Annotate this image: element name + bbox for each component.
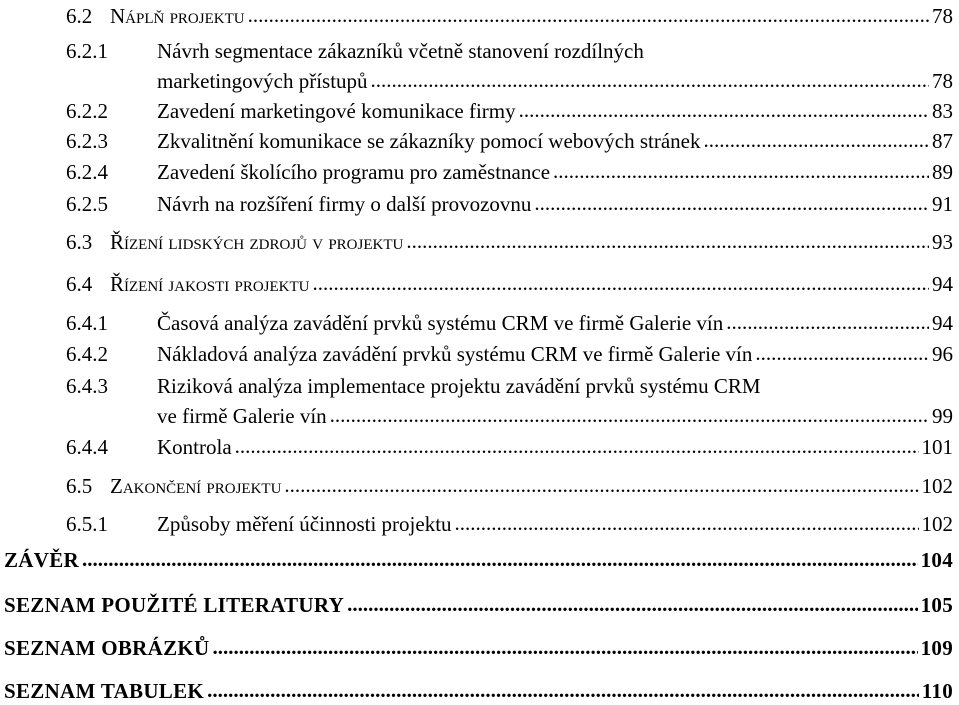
toc-leader <box>553 161 929 182</box>
toc-page: 94 <box>932 272 953 296</box>
toc-title: Náplň projektu <box>110 4 245 28</box>
toc-number: 6.4.1 <box>66 311 108 335</box>
toc-number: 6.2.1 <box>66 39 108 63</box>
toc-leader <box>406 231 929 252</box>
toc-number: 6.2 <box>66 4 93 28</box>
toc-title: Zakončení projektu <box>110 474 282 498</box>
toc-leader <box>371 70 929 91</box>
toc-leader <box>212 637 917 658</box>
toc-leader <box>519 100 929 121</box>
toc-page: 94 <box>932 311 953 335</box>
toc-page: 110 <box>921 679 953 703</box>
toc-title: Řízení lidských zdrojů v projektu <box>110 230 404 254</box>
toc-page: 78 <box>932 69 953 93</box>
toc-title: Návrh segmentace zákazníků včetně stanovení rozdílných <box>157 39 644 63</box>
toc-page: 102 <box>921 512 953 536</box>
toc-title: Nákladová analýza zavádění prvků systému CRM ve firmě Galerie vín <box>157 342 753 366</box>
toc-number: 6.4.2 <box>66 342 108 366</box>
toc-title: ZÁVĚR <box>4 548 80 572</box>
toc-number: 6.2.4 <box>66 160 108 184</box>
toc-title: Riziková analýza implementace projektu zavádění prvků systému CRM <box>157 374 761 398</box>
toc-number: 6.5.1 <box>66 512 108 536</box>
toc-page: 83 <box>932 99 953 123</box>
toc-leader <box>313 273 930 294</box>
toc-title: Zavedení marketingové komunikace firmy <box>157 99 516 123</box>
toc-title: marketingových přístupů <box>157 69 368 93</box>
toc-page: 109 <box>920 636 953 660</box>
toc-page: 91 <box>932 192 953 216</box>
toc-title: SEZNAM TABULEK <box>4 679 205 703</box>
toc-number: 6.4.4 <box>66 435 108 459</box>
toc-number: 6.4 <box>66 272 93 296</box>
toc-page: 104 <box>920 548 953 572</box>
toc-title: Časová analýza zavádění prvků systému CRM ve firmě Galerie vín <box>157 311 724 335</box>
toc-leader <box>755 343 929 364</box>
toc-page: 93 <box>932 230 953 254</box>
toc-leader <box>248 5 929 26</box>
toc-page: 101 <box>921 435 953 459</box>
toc-leader <box>455 513 919 534</box>
toc-number: 6.2.3 <box>66 129 108 153</box>
toc-leader <box>330 405 929 426</box>
toc-title: Kontrola <box>157 435 232 459</box>
toc-leader <box>534 193 929 214</box>
toc-page: 87 <box>932 129 953 153</box>
toc-title: Řízení jakosti projektu <box>110 272 310 296</box>
toc-leader <box>82 549 918 570</box>
toc-leader <box>347 594 917 615</box>
toc-number: 6.5 <box>66 474 93 498</box>
toc-page: 78 <box>932 4 953 28</box>
toc-title: Způsoby měření účinnosti projektu <box>157 512 452 536</box>
toc-leader <box>207 680 919 701</box>
toc-page: 99 <box>932 404 953 428</box>
toc-number: 6.3 <box>66 230 93 254</box>
toc-title: Zavedení školícího programu pro zaměstnance <box>157 160 551 184</box>
toc-title: SEZNAM POUŽITÉ LITERATURY <box>4 593 345 617</box>
toc-page: 96 <box>932 342 953 366</box>
toc-leader <box>235 436 919 457</box>
toc-title: SEZNAM OBRÁZKŮ <box>4 636 210 660</box>
toc-leader <box>704 130 930 151</box>
toc-number: 6.2.2 <box>66 99 108 123</box>
toc-number: 6.2.5 <box>66 192 108 216</box>
toc-title: Návrh na rozšíření firmy o další provozovnu <box>157 192 532 216</box>
toc-page: 102 <box>921 474 953 498</box>
toc-page: 89 <box>932 160 953 184</box>
toc-page: 105 <box>920 593 953 617</box>
toc-number: 6.4.3 <box>66 374 108 398</box>
toc-title: Zkvalitnění komunikace se zákazníky pomocí webových stránek <box>157 129 701 153</box>
toc-title: ve firmě Galerie vín <box>157 404 327 428</box>
toc-leader <box>284 475 918 496</box>
toc-leader <box>726 312 929 333</box>
